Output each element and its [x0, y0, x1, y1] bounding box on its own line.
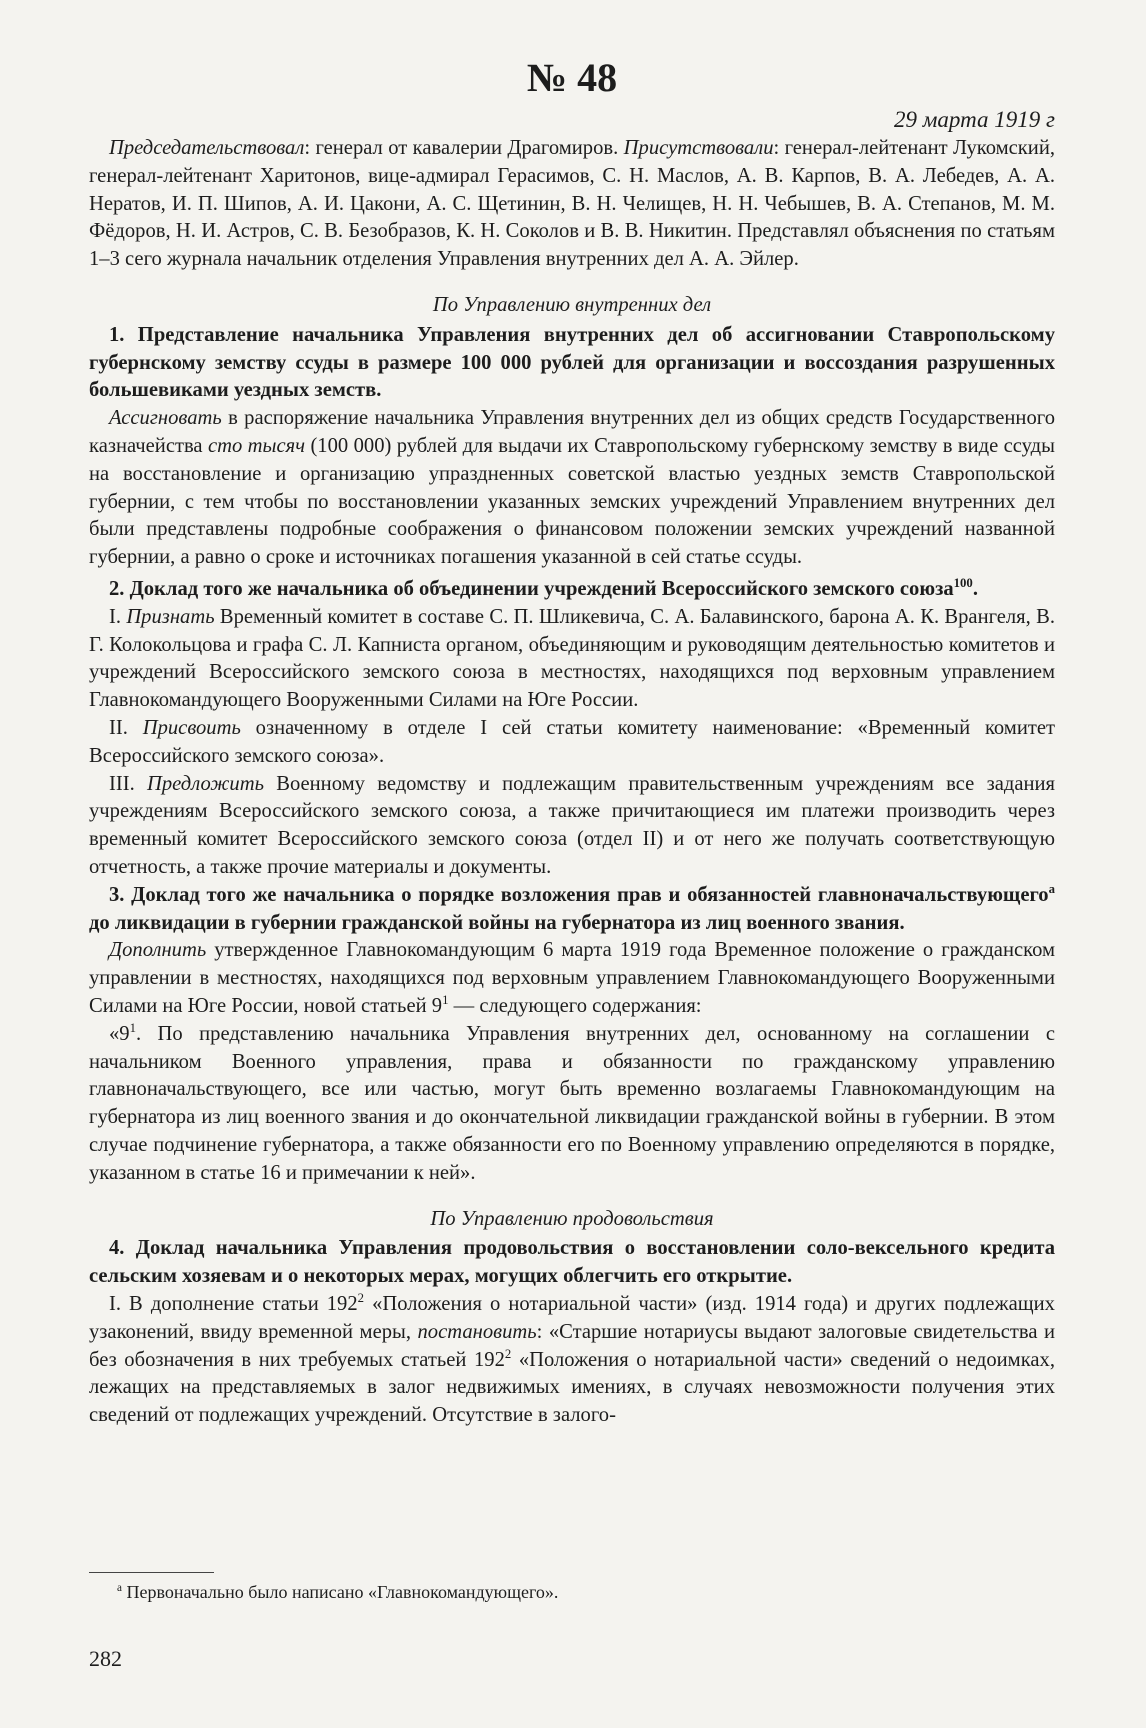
footnote-text: Первоначально было написано «Главнокомандующего».	[121, 1582, 559, 1602]
item-3-quote-b: . По представлению начальника Управления внутренних дел, основанному на соглашении с начальником Военного управления, права и обязанности по гражданскому управлению главноначальствующего, все или частью, могут быть временно возлагаемы Главнокомандующим на губернатора из лиц военного звания и до окончательной ликвидации гражданской войны в губернии. В этом случае подчинение губернатора, а также обязанности его по Военному управлению определяются в порядке, указанном в статье 16 и примечании к ней».	[89, 1022, 1055, 1184]
presided-text: : генерал от кавалерии Драгомиров.	[304, 137, 624, 160]
section-heading-internal-affairs: По Управлению внутренних дел	[432, 294, 712, 317]
item-3-quote	[89, 1021, 1055, 1188]
item-2-title-text: 2. Доклад того же начальника об объединении учреждений Всероссийского земского союза	[109, 578, 954, 600]
item-4-sup-a: 2	[357, 1291, 365, 1306]
item-2-part-2-num: II.	[109, 716, 143, 739]
presided-label: Председательствовал	[109, 137, 305, 160]
item-1-text	[89, 405, 1055, 572]
item-2-title-end: .	[972, 578, 978, 600]
item-2-part-3-verb: Предложить	[147, 772, 264, 795]
item-2-endnote-ref: 100	[953, 576, 973, 591]
attendance-paragraph	[89, 135, 1055, 274]
item-3-text-a: утвержденное Главнокомандующим 6 марта 1919 года Временное положение о гражданском управлении в местностях, находящихся под верховным управлением Главнокомандующего Вооруженными Силами на Юге России, новой статьей 9	[89, 939, 1055, 1017]
document-number: № 48	[526, 55, 618, 100]
item-2-part-3-text: Военному ведомству и подлежащим правительственным учреждениям все задания учреждениям Всероссийского земского союза, а также причитающиеся им платежи производить через временный комитет Всероссийского земского союза (отдел II) и от него же получать соответствующую отчетность, а также прочие материалы и документы.	[89, 772, 1056, 878]
item-2-part-2-text: означенному в отделе I сей статьи комитету наименование: «Временный комитет Всероссийского земского союза».	[89, 716, 1055, 767]
item-4-title: 4. Доклад начальника Управления продовольствия о восстановлении соло-вексельного кредита сельским хозяевам и о некоторых мерах, могущих облегчить его открытие.	[89, 1237, 1055, 1288]
item-3-footnote-ref: а	[1048, 881, 1055, 896]
item-3-text-b: — следующего содержания:	[448, 994, 702, 1017]
present-text: : генерал-лейтенант Лукомский, генерал-лейтенант Харитонов, вице-адмирал Герасимов, С. Н. Маслов, А. В. Карпов, В. А. Лебедев, А. А. Нератов, И. П. Шипов, А. И. Цакони, А. С. Щетинин, В. Н. Челищев, Н. Н. Чебышев, В. А. Степанов, М. М. Фёдоров, Н. И. Астров, С. В. Безобразов, К. Н. Соколов и В. В. Никитин. Представлял объяснения по статьям 1–3 сего журнала начальник отделения Управления внутренних дел А. А. Эйлер.	[89, 137, 1055, 271]
item-4-sup-b: 2	[504, 1346, 512, 1361]
item-1-text-a: в распоряжение начальника Управления внутренних дел из общих средств Государственного казначейства	[89, 407, 1055, 458]
page-number: 282	[89, 1646, 122, 1671]
item-3-quote-a: «9	[109, 1022, 130, 1045]
item-2-part-1-text: Временный комитет в составе С. П. Шликевича, С. А. Балавинского, барона А. К. Врангеля, В. Г. Колокольцова и графа С. Л. Капниста органом, объединяющим и руководящим деятельностью комитетов и учреждений Всероссийского земского союза в местностях, находящихся под верховным управлением Главнокомандующего Вооруженными Силами на Юге России.	[89, 605, 1055, 712]
document-date: 29 марта 1919 г	[894, 107, 1055, 132]
item-2-part-2-verb: Присвоить	[142, 716, 241, 739]
section-heading-food-supply: По Управлению продовольствия	[430, 1207, 714, 1230]
item-1-amount-words: сто тысяч	[207, 435, 306, 458]
item-2-part-1-verb: Признать	[126, 605, 215, 628]
footnote	[89, 1582, 1055, 1603]
item-2-part-2	[89, 715, 1055, 771]
item-4-text	[89, 1291, 1055, 1430]
item-4-verb: постановить	[417, 1320, 537, 1343]
item-3-title-b: до ликвидации в губернии гражданской войны на губернатора из лиц военного звания.	[89, 911, 905, 934]
item-3-quote-sup: 1	[129, 1020, 136, 1035]
item-2-part-1	[89, 604, 1055, 715]
item-3-verb: Дополнить	[109, 939, 207, 962]
item-2-title	[89, 576, 1055, 604]
item-3-title-a: 3. Доклад того же начальника о порядке возложения прав и обязанностей главноначальствующего	[109, 883, 1049, 906]
item-3-sup-1: 1	[442, 993, 449, 1008]
item-2-part-3	[89, 771, 1055, 882]
item-2-part-1-num: I.	[109, 605, 127, 628]
item-4-text-b: «Положения о нотариальной части» (изд. 1914 года) и других подлежащих узаконений, ввиду временной меры,	[89, 1292, 1055, 1343]
item-4-text-a: I. В дополнение статьи 192	[109, 1292, 358, 1315]
item-3-text	[89, 937, 1055, 1020]
item-4-text-c: : «Старшие нотариусы выдают залоговые свидетельства и без обозначения в них требуемых статьей 192	[89, 1320, 1056, 1371]
item-1-text-b: (100 000) рублей для выдачи их Ставропольскому губернскому земству в виде ссуды на восстановление и организацию упраздненных советской властью уездных земств Ставропольской губернии, с тем чтобы по восстановлении указанных земских учреждений Управлением внутренних дел были представлены подробные соображения о финансовом положении земских учреждений названной губернии, а равно о сроке и источниках погашения указанной в сей статье ссуды.	[89, 435, 1055, 569]
item-4-text-d: «Положения о нотариальной части» сведений о недоимках, лежащих на представляемых в залог недвижимых имениях, в случаях невозможности получения этих сведений от подлежащих учреждений. Отсутствие в залого-	[89, 1348, 1055, 1427]
present-label: Присутствовали	[623, 137, 774, 160]
page-content	[89, 56, 1055, 1430]
item-1-title: 1. Представление начальника Управления внутренних дел об ассигновании Ставропольскому губернскому земству ссуды в размере 100 000 рублей для организации и воссоздания разрушенных большевиками уездных земств.	[89, 323, 1055, 402]
footnote-divider	[89, 1572, 214, 1573]
item-3-title	[89, 882, 1055, 938]
item-1-verb: Ассигновать	[109, 407, 222, 430]
footnote-mark: а	[117, 1582, 122, 1594]
item-2-part-3-num: III.	[109, 772, 148, 795]
